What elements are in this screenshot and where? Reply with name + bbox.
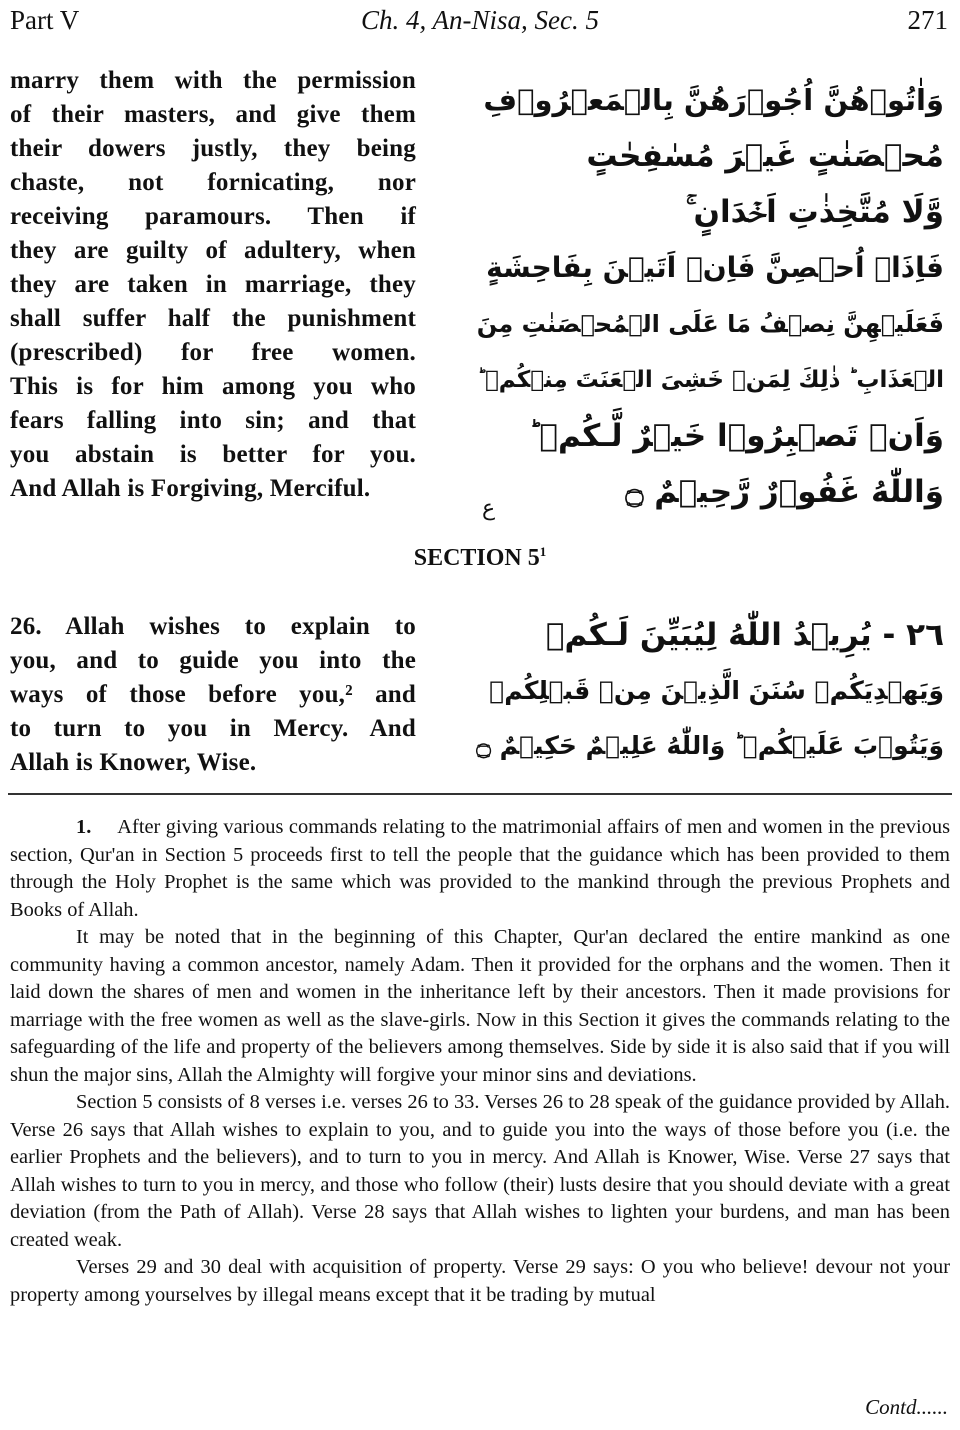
footnote-divider [8,793,952,795]
footnote-text: Section 5 consists of 8 verses i.e. verses 26 to 33. Verses 26 to 28 speak of the guidance provided by Allah. Verse 26 says that Allah wishes to explain to you, and to guide you into the ways of those before you (i.e. the earlier Prophets and the believers), and to turn to you in mercy. And Allah is Knower, Wise. Verse 27 says that Allah wishes to turn to you in mercy, and those who follow (their) lusts desire that you should deviate with a great deviation (from the Path of Allah). Verse 28 says that Allah wishes to lighten your burdens, and man has been created weak. [10,1091,950,1251]
arabic-top-line: فَاِذَاۤ اُحۡصِنَّ فَاِنۡ اَتَيۡنَ بِفَاحِشَةٍ [486,251,944,284]
page-number: 271 [907,5,948,35]
english-top-line: they are guilty of adultery, when [10,237,416,264]
english-top-line: (prescribed) for free women. [10,339,416,366]
english-top-line: marry them with the permission [10,67,416,94]
english-top-line: fears falling into sin; and that [10,407,416,434]
footnote-paragraph [10,1089,950,1254]
english-top-line: chaste, not fornicating, nor [10,169,416,196]
english-verse-line: Allah is Knower, Wise. [10,749,257,776]
part-label: Part V [10,5,80,35]
english-top-line: you abstain is better for you. [10,441,416,468]
arabic-verse-line: وَيَهۡدِيَكُمۡ سُنَنَ الَّذِيۡنَ مِنۡ قَبۡلِكُمۡ [489,676,944,705]
section-footnote-ref: 1 [539,544,547,559]
arabic-top-line: وَاٰتُوۡهُنَّ اُجُوۡرَهُنَّ بِالۡمَعۡرُوۡفِ [483,83,944,117]
english-verse-line: you, and to guide you into the [10,647,416,674]
continued-marker: Contd...... [865,1395,948,1419]
arabic-top-line: وَاَنۡ تَصۡبِرُوۡا خَيۡرٌ لَّـكُمۡ ؕ [528,418,944,454]
footnote-text: Verses 29 and 30 deal with acquisition of property. Verse 29 says: O you who believe! devour not your property among yourselves by illegal means except that it be trading by mutual [10,1256,950,1306]
footnote-text: It may be noted that in the beginning of this Chapter, Qur'an declared the entire mankind as one community having a common ancestor, namely Adam. Then it provided for the orphans and the women. Then it laid down the shares of men and women in the inheritance left by their ancestors. Then it made provisions for marriage with the free women as well as the slave-girls. Now in this Section it gives the commands relating to the safeguarding of the life and property of the believers among themselves. Side by side it is also said that if you will shun the major sins, Allah the Almighty will forgive your minor sins and deviations. [10,926,950,1086]
section-title: SECTION 5 [413,545,540,571]
arabic-top-line: وَاللّٰهُ غَفُوۡرٌ رَّحِيۡمٌ ۝ [625,474,944,510]
arabic-text-verse-26 [474,608,944,773]
arabic-top-line: مُحۡصَنٰتٍ غَيۡرَ مُسٰفِحٰتٍ [586,138,944,174]
arabic-top-line: وَّلَا مُتَّخِذٰتِ اَخۡدَانٍ ۚ [685,194,944,230]
footnote-paragraph [10,814,950,924]
arabic-top-line: الۡعَذَابِ ؕ ذٰلِكَ لِمَنۡ خَشِىَ الۡعَنَتَ مِنۡكُمۡ ؕ [477,367,944,393]
english-verse-line: 26. Allah wishes to explain to [10,613,416,640]
arabic-verse-line: ٢٦ - يُرِيۡدُ اللّٰهُ لِيُبَيِّنَ لَـكُمۡ [545,617,944,653]
ruku-mark: ع [482,495,496,520]
arabic-top-line: فَعَلَيۡهِنَّ نِصۡفُ مَا عَلَى الۡمُحۡصَنٰتِ مِنَ [476,310,944,338]
english-verse-line: to turn to you in Mercy. And [10,715,416,742]
english-verse-line: ways of those before you,² and [10,681,416,708]
footnote-text: After giving various commands relating to the matrimonial affairs of men and women in the previous section, Qur'an in Section 5 proceeds first to tell the people that the guidance which has been provided to them through the Holy Prophet is the same which was provided to the mankind through the previous Prophets and Books of Allah. [10,816,950,921]
page-header [0,0,960,40]
footnote-paragraph [10,924,950,1089]
english-top-line: they are taken in marriage, they [10,271,416,298]
section-heading [0,544,960,572]
english-top-line: shall suffer half the punishment [10,305,416,332]
english-translation-top [10,64,416,506]
arabic-verse-line: وَيَتُوۡبَ عَلَيۡكُمۡ ؕ وَاللّٰهُ عَلِيۡمٌ حَكِيۡمٌ ۝ [476,731,944,760]
english-top-line: of their masters, and give them [10,101,416,128]
footnote-paragraph [10,1254,950,1309]
english-top-line: And Allah is Forgiving, Merciful. [10,475,371,502]
english-top-line: receiving paramours. Then if [10,203,416,230]
footnote-block [10,814,950,1309]
arabic-text-top [474,72,944,520]
chapter-title: Ch. 4, An-Nisa, Sec. 5 [361,5,599,35]
english-translation-verse-26 [10,610,416,780]
english-top-line: This is for him among you who [10,373,416,400]
english-top-line: their dowers justly, they being [10,135,416,162]
footnote-number: 1. [76,816,92,838]
